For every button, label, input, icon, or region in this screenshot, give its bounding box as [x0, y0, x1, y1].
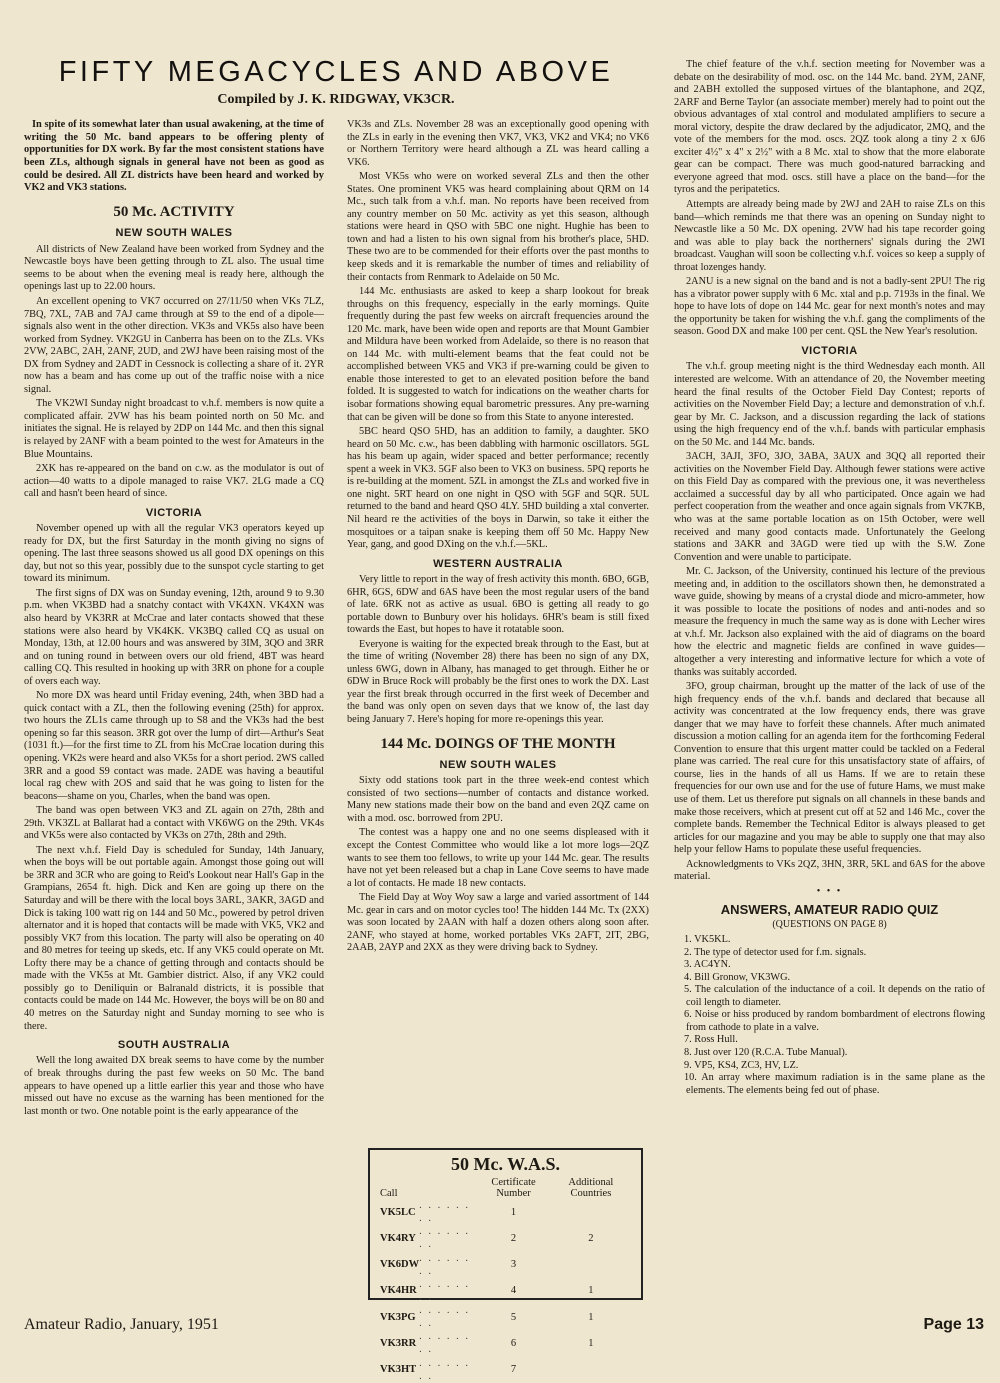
paragraph: November opened up with all the regular VK3 operators keyed up ready for DX, but the first Saturday in the month giving no signs of opening. The last three seasons showed us all good DX openings on this day, but not so this year, possibly due to the sunspot cycle starting to get toward its minimum.	[24, 523, 324, 585]
paragraph: 3ACH, 3AJI, 3FO, 3JO, 3ABA, 3AUX and 3QQ all reported their activities on the November Field Day. Although fewer stations were active on this Field Day as compared with the previous one, it was nevertheless acclaimed a successful day by all who participated. Once again we had perfect cooperation from the weather and once again signals from VK7KB, who was at the same portable location as on 15th October, were well received and many good contacts made. Unfortunately the Geelong stations and 3AKR and 3AGD were tied up with the S.W. Zone Convention and were unable to participate.	[674, 451, 985, 563]
was-call: VK5LC	[380, 1206, 416, 1218]
paragraph: 5BC heard QSO 5HD, has an addition to family, a daughter. 5KO heard on 50 Mc. c.w., has been dabbling with harmonic oscillators. 5GL has his beam up again, wider spaced and better performance; recently spent a week in VK3. 5GF also been to VK3 on business. 5PQ reports he is re-building at the moment. 5ZL in amongst the ZLs and worked five in one night. 5RT heard on one night in QSO with 5GF and 5QR. 5UL returned to the band and heard QSO 4LY. 5HD building a xtal converter. Nil heard re the activities of the boys in Darwin, so take it either the mosquitoes or a taipan snake is keeping them off 50 Mc. Happy New Year, gang, and good DXing on the v.h.f.—5KL.	[347, 426, 649, 551]
was-additional: 1	[588, 1311, 594, 1323]
paragraph: Well the long awaited DX break seems to have come by the number of break throughs during the past few weeks on 50 Mc. The band appears to have opened up a little earlier this year and those who have missed out have no excuse as the warning has been mentioned for the last month or two. One notable point is the early appearance of the	[24, 1055, 324, 1117]
was-leader: . . . . . . . .	[419, 1278, 470, 1303]
paragraph: The Field Day at Woy Woy saw a large and varied assortment of 144 Mc. gear in cars and on motor cycles too! The hidden 144 Mc. Tx (2XX) was soon located by 2AAN with half a dozen others along soon after. 2ANF, who stayed at home, worked portables VKs 2AFT, 2IT, 2BG, 2AAB, 2AYP and 2XX as they were driving back to Sydney.	[347, 892, 649, 954]
was-header-call: Call	[380, 1188, 398, 1200]
paragraph: The next v.h.f. Field Day is scheduled for Sunday, 14th January, when the boys will be out portable again. Amongst those going out will be 3RR and 3CR who are going to Reid's Lookout near Hall's Gap in the Grampians, 2654 ft. high. Dick and Ken are going up there on the Saturday and will be there with the local boys 3ARL, 3AKR, 3AGD and Dick is taking 100 watt rig on 144 and 50 Mc., powered by petrol driven alternator and it is hoped that contacts will be made with VK5, VK2 and possibly VK7 from this location. The party will also be operating on 40 and 80 metres for teeing up skeds, etc. If any VK5 could operate on Mt. Lofty there may be a chance of getting through and contacts should be made with the VK5s at Mt. Gambier district. Also, if any VK2 could possibly go to Deniliquin or Balranald districts, it is possible that contacts could be made on 144 Mc. However, the boys will be on 80 and 40 metres on the Saturday night and Sunday morning to see who is there.	[24, 844, 324, 1032]
quiz-answers-subheading: (QUESTIONS ON PAGE 8)	[772, 918, 887, 930]
paragraph: All districts of New Zealand have been worked from Sydney and the Newcastle boys have been getting through to ZL also. The usual time seems to be about when the evening meal is ready here, although the openings last up to 22.00 hours.	[24, 243, 324, 293]
subheading-victoria-144: VICTORIA	[801, 345, 858, 358]
column-2	[347, 119, 649, 1302]
was-call: VK3RR	[380, 1337, 417, 1349]
quiz-answer: 8. Just over 120 (R.C.A. Tube Manual).	[684, 1047, 848, 1059]
quiz-answer: 3. AC4YN.	[684, 959, 731, 971]
was-certificate: 3	[510, 1259, 517, 1271]
paragraph: The chief feature of the v.h.f. section meeting for November was a debate on the desirability of mod. osc. on the 144 Mc. band. 2YM, 2ANF, and 2ABH extolled the supposed virtues of the blantaphone, and 2QZ, 2ARF and Berne Taylor (an associate member) merely had to point out the obvious advantages of xtal control and modulated amplifiers to secure a moral victory, despite the draw declared by the adjudicator, 2MQ, and the vote of the members for the mod. oscs. 2QZ took along a tiny 2 x 6J6 exciter 4½" x 4" x 2½" with a 8 Mc. xtal to show that the more elaborate gear can be compact. There was much good-natured barracking and everyone agreed that mod. oscs. still have a place on the band—for the tyros and the peripatetics.	[674, 59, 985, 196]
quiz-answer: 2. The type of detector used for f.m. signals.	[684, 946, 867, 958]
footer-page-number: Page 13	[923, 1316, 984, 1333]
was-leader: . . . . . . . .	[419, 1226, 470, 1251]
was-additional: 2	[588, 1232, 594, 1244]
section-heading-144mc: 144 Mc. DOINGS OF THE MONTH	[380, 735, 616, 752]
was-leader: . . . . . . . .	[419, 1252, 470, 1277]
column-1	[24, 119, 324, 1302]
quiz-answer: 5. The calculation of the inductance of a coil. It depends on the ratio of coil length to diameter.	[684, 984, 985, 1008]
paragraph: VK3s and ZLs. November 28 was an exceptionally good opening with the ZLs in early in the evening then VK7, VK3, VK2 and VK4; no VK6 or Northern Territory were heard although a ZL was heard calling a VK6.	[347, 119, 649, 168]
was-additional: 1	[588, 1285, 594, 1297]
quiz-answers-heading: ANSWERS, AMATEUR RADIO QUIZ	[720, 902, 939, 918]
subheading-south-australia: SOUTH AUSTRALIA	[117, 1039, 231, 1052]
was-additional	[551, 1357, 631, 1383]
quiz-answer: 4. Bill Gronow, VK3WG.	[684, 971, 791, 983]
subheading-victoria: VICTORIA	[145, 506, 203, 519]
was-row	[380, 1252, 631, 1278]
was-call: VK4HR	[380, 1285, 417, 1297]
subheading-nsw: NEW SOUTH WALES	[115, 227, 233, 240]
byline: Compiled by J. K. RIDGWAY, VK3CR.	[217, 92, 455, 107]
paragraph: The first signs of DX was on Sunday evening, 12th, around 9 to 9.30 p.m. when VK3BD had a snatchy contact with VK4XN. VK4XN was also heard by VK3RR at McCrae and later contacts showed that these stations were also heard by VK4KK. VK3BQ called CQ as usual on Monday, 13th, at 12.00 hours and was answered by 3IM, 3QO and 3RR and on tuning round in between overs our old friend, 4BT was heard calling CQ. This resulted in hooking up with 3RR on phone for a couple of overs each way.	[24, 587, 324, 687]
subheading-western-australia: WESTERN AUSTRALIA	[433, 557, 563, 570]
paragraph: No more DX was heard until Friday evening, 24th, when 3BD had a quick contact with a ZL, then the following evening (25th) for approx. two hours the ZL1s came through up to S8 and the VK3s had the best opening so far this season. 3RR got over the lump of dirt—Arthur's Seat (1031 ft.)—for the first time to ZL from his McCrae location during this opening. VK2s were heard and also VK5s for a short period. 2WS called 3RR and a good S9 contact was made. 2ADE was having a beautiful local rag chew with 2OS and said that he was going to listen for the beacons—shame on you, Charles, when the band was open.	[24, 690, 324, 802]
paragraph: 3FO, group chairman, brought up the matter of the lack of use of the high frequency ends of the v.h.f. bands and declared that because all activity was concentrated at the low frequency ends, there was grave danger that we may have to forfeit these channels. After much animated discussion a motion calling for an agenda item for the forthcoming Federal Convention to ensure that this urgent matter could be tackled on a Federal plane was carried. The real cure for this unsatisfactory state of affairs, of course, lies in the hands of all us Hams. If we are to retain these frequencies for our own use and for the use of future Hams, we must make use of them. Let us therefore put signals on all channels in these bands and make those receivers, which at present cut off at 52 and 146 Mc., cover the complete bands. Remember the Technical Editor is always pleased to get articles for our magazine and you may be able to supply one that may also help your fellow Hams to populate these useful frequencies.	[674, 681, 985, 856]
was-certificate: 6	[510, 1337, 517, 1349]
paragraph: Attempts are already being made by 2WJ and 2AH to raise ZLs on this band—which reminds me that there was an opening on Sunday night to Newcastle like a 50 Mc. DX opening. 2VW had his tape recorder going and was able to play back the northerners' signals during the 2WI broadcast. Vaughan will soon be collecting v.h.f. voices so keep a supply of throat lozenges handy.	[674, 199, 985, 273]
paragraph: Mr. C. Jackson, of the University, continued his lecture of the previous meeting and, in addition to the oscillators shown then, he demonstrated a wave guide, showing by means of a crystal diode and micro-ammeter, how it was possible to locate the positions of nodes and anti-nodes and so measure the frequency in much the same way as is done with Lecher wires at v.h.f. Mr. Jackson also explained with the aid of diagrams on the board how the electric and magnetic fields are confined in wave guides—altogether a very interesting and informative lecture for which a vote of thanks was suitably accorded.	[674, 566, 985, 678]
was-call: VK3PG	[380, 1311, 416, 1323]
was-certificate: 1	[510, 1206, 517, 1218]
intro-paragraph: In spite of its somewhat later than usual awakening, at the time of writing the 50 Mc. band appears to be offering plenty of opportunities for DX work. By far the most consistent stations have been ZLs, although signals in general have not been as good as could be desired. All ZL districts have been heard and worked by VK2 and VK3 stations.	[24, 119, 324, 194]
was-additional: 1	[588, 1337, 594, 1349]
column-3	[674, 59, 985, 1302]
footer-publication: Amateur Radio, January, 1951	[24, 1316, 219, 1333]
was-leader: . . . . . . . .	[419, 1331, 470, 1356]
was-certificate: 2	[510, 1232, 517, 1244]
paragraph: The VK2WI Sunday night broadcast to v.h.f. members is now quite a complicated affair. 2VW has his beam pointed north on 50 Mc. and initiates the signal. He is relayed by 2DP on 144 Mc. and then this signal is relayed by 2ANF with a beam pointed to the west for Amateurs in the Blue Mountains.	[24, 398, 324, 460]
quiz-answer: 7. Ross Hull.	[684, 1034, 738, 1046]
was-row	[380, 1330, 631, 1356]
page-title: FIFTY MEGACYCLES AND ABOVE	[58, 56, 614, 88]
separator-dots: • • •	[816, 885, 843, 897]
was-additional	[551, 1199, 631, 1225]
quiz-answer: 1. VK5KL.	[684, 934, 731, 946]
was-row	[380, 1225, 631, 1251]
paragraph: The contest was a happy one and no one seems displeased with it except the Contest Committee who would like a lot more logs—2QZ wants to see them too fellows, to write up your 144 Mc. gear. The results have not yet been released but a chap in Lane Cove seems to have made a lot of contacts. He made 18 new contacts.	[347, 827, 649, 889]
quiz-answer: 9. VP5, KS4, ZC3, HV, LZ.	[684, 1059, 799, 1071]
paragraph: Most VK5s who were on worked several ZLs and then the other States. One prominent VK5 was heard complaining about QRM on 14 Mc., such talk from a v.h.f. man. No reports have been received from any country member on 50 Mc. activity as yet this season, although stations were heard in QSO with 5BC one night. Hughie has been to town and had a listen to his own signal from his brother's place, 5HD. These two are to be commended for their efforts over the past months to keep skeds and it is remarkable the number of times and reliability of their contacts from Renmark to Adelaide on 50 Mc.	[347, 171, 649, 283]
was-certificate: 5	[510, 1311, 517, 1323]
paragraph: Very little to report in the way of fresh activity this month. 6BO, 6GB, 6HR, 6GS, 6DW and 6AS have been the most regular users of the band of late. 6RK not as active as usual. 6BO is getting all ready to go portable down to Bunbury over his holidays. 6HR's beam is still fixed towards the East, but hopes to have it rotatable soon.	[347, 574, 649, 636]
was-leader: . . . . . . . .	[419, 1305, 470, 1330]
paragraph: Acknowledgments to VKs 2QZ, 3HN, 3RR, 5KL and 6AS for the above material.	[674, 858, 985, 883]
was-certificate: 7	[510, 1364, 517, 1376]
quiz-answers-list	[674, 934, 985, 1097]
was-row	[380, 1278, 631, 1304]
section-heading-50mc-activity: 50 Mc. ACTIVITY	[113, 204, 235, 221]
was-call: VK6DW	[380, 1259, 420, 1271]
was-call: VK3HT	[380, 1364, 417, 1376]
quiz-answer: 6. Noise or hiss produced by random bombardment of electrons flowing from cathode to plate in a valve.	[684, 1009, 985, 1033]
was-row	[380, 1304, 631, 1330]
paragraph: 2ANU is a new signal on the band and is not a badly-sent 2PU! The rig has a vibrator power supply with 6 Mc. xtal and p.p. 7193s in the final. We hope to have lots of dope on 144 Mc. gear for next month's notes and may the opportunity be taken for wishing the v.h.f. gang the compliments of the season. Good DX and make 100 per cent. QSL the New Year's resolution.	[674, 276, 985, 338]
quiz-answer: 10. An array where maximum radiation is in the same plane as the elements. The elements being fed out of phase.	[684, 1072, 985, 1096]
was-additional	[551, 1252, 631, 1278]
was-leader: . . . . . . . .	[419, 1357, 470, 1382]
paragraph: The band was open between VK3 and ZL again on 27th, 28th and 29th. VK3ZL at Ballarat had a contact with VK6WG on the 29th. VK4s and VK5s were also contacted by VK3s on 27th, 28th and 29th.	[24, 805, 324, 842]
was-row	[380, 1357, 631, 1383]
paragraph: 144 Mc. enthusiasts are asked to keep a sharp lookout for break throughs on this frequency, especially in the early mornings. Quite frequently during the past few weeks on aircraft frequencies around the 120 Mc. mark, have been wide open and reports are that Mount Gambier and Mildura have been worked from Adelaide, so there is no reason that on 144 Mc. with multi-element beams that the feat could not be accomplished between VK5 and VK3 if pre-warning could be given to enable those interested to get to an elevated position before the band folded. It is suggested to watch for indications on the weather charts for isobar formations showing equal barometric pressures. Any pre-warning that can be given will be done so from this State to anyone interested.	[347, 286, 649, 423]
was-table	[380, 1177, 631, 1383]
was-call: VK4RY	[380, 1232, 416, 1244]
paragraph: An excellent opening to VK7 occurred on 27/11/50 when VKs 7LZ, 7BQ, 7XL, 7AB and 7AJ came through at S9 to the end of a dipole—signals also went in the other direction. VK3s and VK5s also have been worked from Sydney. VK2GU in Canberra has been on to the ZLs. VKs 2VW, 2ABC, 2AH, 2ANF, 2UD, and 2WJ have been raising most of the DX from Sydney and 2ADT in Cessnock is collecting a share of it. 2YR now has a beam and has come up out of the traffic noise with a nice signal.	[24, 296, 324, 395]
was-row	[380, 1199, 631, 1225]
was-certificate: 4	[510, 1285, 517, 1297]
was-table-box	[368, 1148, 643, 1382]
paragraph: Everyone is waiting for the expected break through to the East, but at the time of writing (November 28) there has been no sign of any DX, unless 6WG, down in Albany, has managed to get through. Either he or 6DW in Bruce Rock will probably be the first ones to work the DX. Last year the first break through occurred in the first week of December and the band was only open on seven days that we know of, the last day being January 7. Here's hoping for more re-openings this year.	[347, 638, 649, 726]
was-header-certificate: Certificate Number	[491, 1177, 536, 1200]
paragraph: The v.h.f. group meeting night is the third Wednesday each month. All interested are welcome. With an attendance of 20, the November meeting heard the final results of the October Field Day Contest; reports of activities on the November Field Day; a lecture and demonstration of v.h.f. gear by Mr. C. Jackson, and a discussion regarding the lack of stations using the high frequency end of the v.h.f. bands with particular emphasis on the 50 Mc. and 144 Mc. bands.	[674, 361, 985, 448]
paragraph: Sixty odd stations took part in the three week-end contest which consisted of two sections—number of contacts and distance worked. Many new stations made their bow on the band and even 2QZ came on with a mod. osc. borrowed from 2PU.	[347, 775, 649, 824]
was-leader: . . . . . . . .	[419, 1200, 470, 1225]
was-title: 50 Mc. W.A.S.	[450, 1154, 560, 1174]
subheading-nsw-144: NEW SOUTH WALES	[439, 758, 557, 771]
was-header-additional: Additional Countries	[568, 1177, 614, 1200]
paragraph: 2XK has re-appeared on the band on c.w. as the modulator is out of action—40 watts to a dipole managed to raise VK7. 2LG made a CQ call and hasn't been heard of since.	[24, 463, 324, 500]
